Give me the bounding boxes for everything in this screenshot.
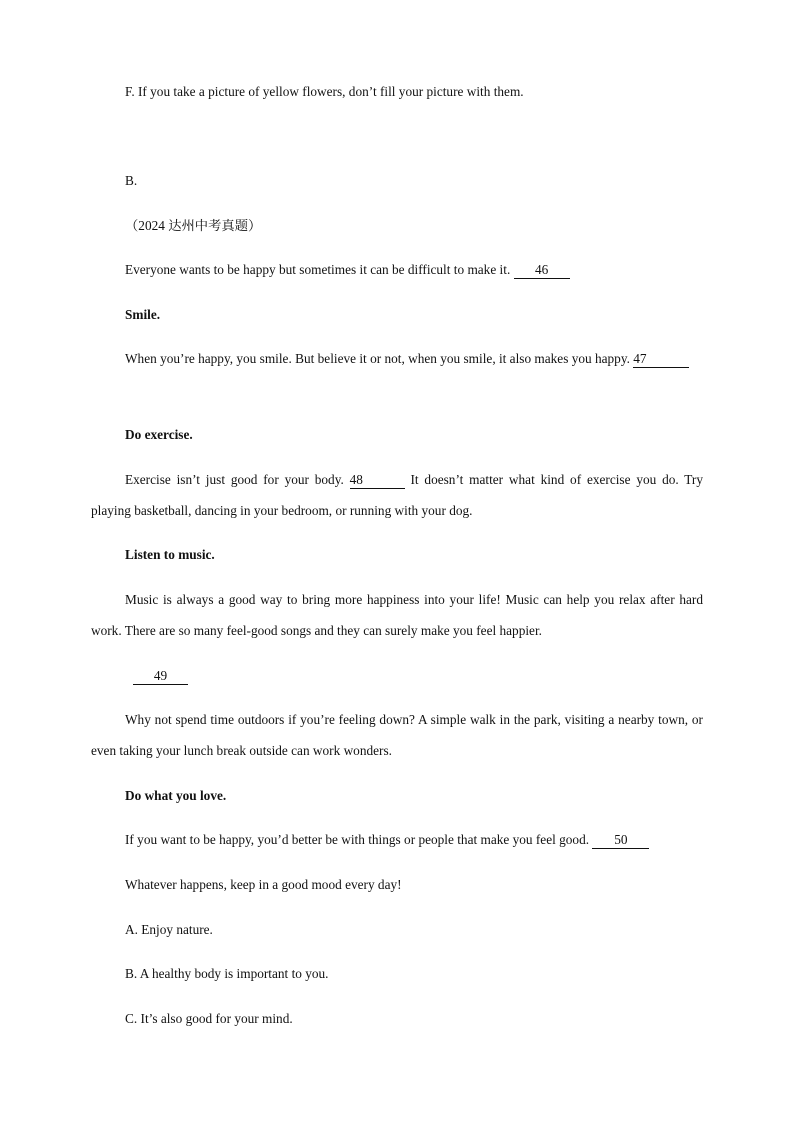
exercise-text-after: It doesn’t matter what kind of exercise you do. Try playing basketball, dancing in your bedroom, or running with your dog. — [91, 472, 704, 518]
blank-46: 46 — [514, 262, 570, 279]
blank-47: 47 — [633, 351, 689, 368]
option-a: A. Enjoy nature. — [125, 922, 213, 937]
intro-paragraph — [91, 254, 703, 285]
blank-49: 49 — [133, 668, 188, 685]
option-c: C. It’s also good for your mind. — [125, 1011, 293, 1026]
intro-text: Everyone wants to be happy but sometimes it can be difficult to make it. — [125, 262, 511, 277]
music-paragraph: Music is always a good way to bring more happiness into your life! Music can help you relax after hard work. There are so many feel-good songs and they can surely make you feel happier. — [91, 592, 703, 638]
option-f: F. If you take a picture of yellow flowers, don’t fill your picture with them. — [125, 84, 524, 99]
blank-50: 50 — [592, 832, 649, 849]
heading-smile: Smile. — [125, 307, 161, 322]
option-b: B. A healthy body is important to you. — [125, 966, 329, 981]
heading-music: Listen to music. — [125, 547, 215, 562]
closing-line: Whatever happens, keep in a good mood every day! — [125, 877, 402, 892]
source-note: （2024 达州中考真题） — [125, 218, 262, 233]
smile-text: When you’re happy, you smile. But believe it or not, when you smile, it also makes you happy. — [125, 351, 630, 366]
love-paragraph — [91, 824, 703, 855]
smile-paragraph — [91, 343, 703, 374]
section-label: B. — [125, 173, 138, 188]
heading-exercise: Do exercise. — [125, 427, 193, 442]
exercise-paragraph — [91, 464, 703, 526]
outdoors-paragraph: Why not spend time outdoors if you’re feeling down? A simple walk in the park, visiting a nearby town, or even taking your lunch break outside can work wonders. — [91, 712, 703, 758]
heading-love: Do what you love. — [125, 788, 227, 803]
blank-48: 48 — [350, 472, 405, 489]
exercise-text-before: Exercise isn’t just good for your body. — [125, 472, 344, 487]
love-text: If you want to be happy, you’d better be with things or people that make you feel good. — [125, 832, 590, 847]
heading-49-paragraph — [91, 660, 703, 691]
